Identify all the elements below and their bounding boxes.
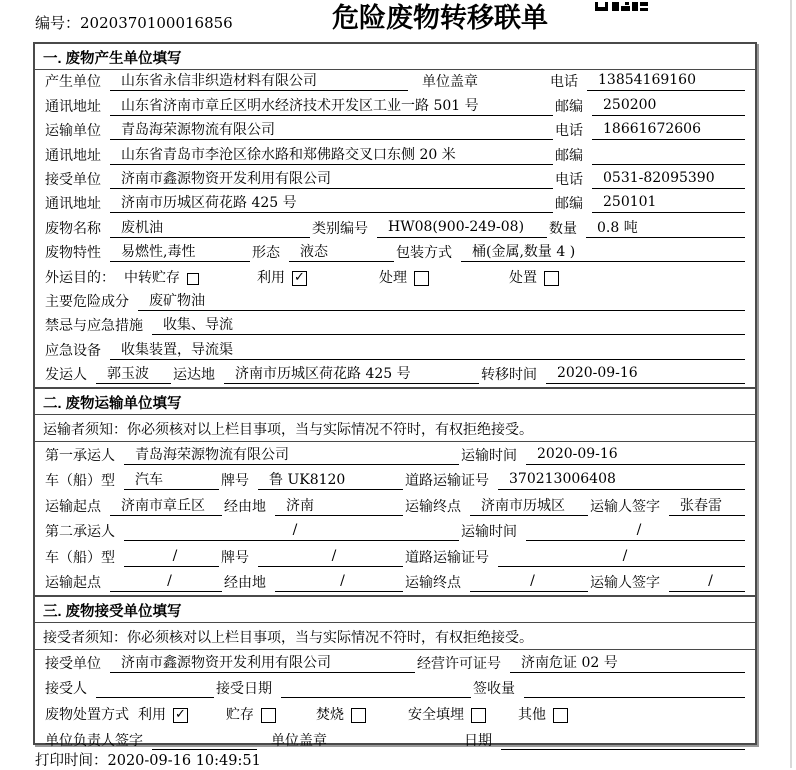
receiver-phone-label: 电话 — [555, 171, 583, 188]
serial-value: 2020370100016856 — [80, 14, 233, 32]
form-row — [35, 94, 755, 118]
road-permit-value[interactable]: 370213006408 — [498, 471, 745, 490]
transport-time-label: 运输时间 — [461, 447, 517, 464]
carrier-signature-value[interactable]: 张春雷 — [669, 495, 745, 516]
emergency-equipment-label: 应急设备 — [45, 342, 101, 359]
form-row — [35, 265, 755, 289]
license-number-label: 经营许可证号 — [417, 655, 501, 672]
form-state-label: 形态 — [252, 245, 280, 262]
transport-end-label: 运输终点 — [405, 498, 461, 515]
transport-time2-label: 运输时间 — [461, 524, 517, 541]
producer-zip-value[interactable]: 250200 — [592, 97, 745, 116]
form-row — [35, 168, 755, 192]
transport-unit-value[interactable]: 青岛海荣源物流有限公司 — [110, 119, 553, 140]
plate-number-value[interactable]: 鲁 UK8120 — [258, 469, 403, 490]
quantity-value[interactable]: 0.8 吨 — [586, 217, 745, 238]
checkbox-disposal-other[interactable] — [518, 704, 568, 724]
checkbox-label: 利用 — [257, 269, 285, 286]
first-carrier-label: 第一承运人 — [45, 447, 115, 464]
form-row — [35, 570, 755, 596]
transport-address-value[interactable]: 山东省青岛市李沧区徐水路和郑佛路交叉口东侧 20 米 — [110, 144, 553, 165]
shipper-value[interactable]: 郭玉波 — [96, 363, 171, 384]
section-producer-rows — [35, 70, 755, 387]
unchecked-checkbox-icon[interactable] — [414, 271, 429, 286]
responsible-signature-value[interactable] — [152, 731, 257, 750]
plate-number-label: 牌号 — [221, 473, 249, 490]
checkbox-disposal-store[interactable] — [226, 704, 276, 724]
transport-address-label: 通讯地址 — [45, 147, 101, 164]
checkbox-label: 利用 — [138, 707, 166, 724]
category-code-label: 类别编号 — [312, 220, 368, 237]
checked-checkbox-icon[interactable]: ✓ — [292, 271, 307, 286]
transfer-time-value[interactable]: 2020-09-16 — [546, 365, 745, 384]
receiver-phone-value[interactable]: 0531-82095390 — [592, 170, 745, 189]
date-value[interactable] — [501, 731, 745, 750]
form-row — [35, 119, 755, 143]
waste-name-label: 废物名称 — [45, 220, 101, 237]
form-row — [35, 70, 755, 94]
signed-quantity-value[interactable] — [524, 679, 745, 698]
print-time-label: 打印时间： — [35, 753, 108, 769]
transport-phone-label: 电话 — [555, 123, 583, 140]
road-permit2-label: 道路运输证号 — [405, 549, 489, 566]
form-row — [35, 241, 755, 265]
checkbox-label: 处理 — [379, 269, 407, 286]
form-row — [35, 442, 755, 468]
destination-value[interactable]: 济南市历城区荷花路 425 号 — [224, 363, 479, 384]
via2-value[interactable]: / — [275, 573, 403, 592]
checkbox-disposal-incinerate[interactable] — [316, 704, 366, 724]
print-time — [35, 749, 261, 770]
transport-end2-label: 运输终点 — [405, 575, 461, 592]
section-transport-note: 运输者须知：你必须核对以上栏目事项，当与实际情况不符时，有权拒绝接受。 — [35, 415, 755, 442]
unchecked-checkbox-icon[interactable] — [187, 273, 199, 285]
section-receiver-rows — [35, 650, 755, 753]
carrier-signature2-value[interactable]: / — [669, 573, 745, 592]
checkbox-label: 安全填埋 — [408, 707, 464, 724]
emergency-measures-label: 禁忌与应急措施 — [45, 318, 143, 335]
transport-zip-label: 邮编 — [555, 147, 583, 164]
disposal-method-label: 废物处置方式 — [45, 707, 129, 724]
vehicle-type-label: 车（船）型 — [45, 473, 115, 490]
first-carrier-value[interactable]: 青岛海荣源物流有限公司 — [124, 444, 459, 465]
transfer-form-table — [33, 42, 757, 749]
transport-zip-value[interactable] — [592, 146, 745, 165]
form-state-value[interactable]: 液态 — [289, 241, 394, 262]
unchecked-checkbox-icon[interactable] — [553, 708, 568, 723]
qr-code-fragment-icon — [595, 0, 648, 10]
form-row — [35, 216, 755, 240]
producer-unit-label: 产生单位 — [45, 74, 101, 91]
destination-label: 运达地 — [173, 367, 215, 384]
form-row — [35, 468, 755, 494]
waste-character-value[interactable]: 易燃性,毒性 — [110, 241, 250, 262]
accept-date-value[interactable] — [281, 679, 471, 698]
carrier-signature2-label: 运输人签字 — [590, 575, 660, 592]
form-row — [35, 338, 755, 362]
checkbox-dispose[interactable] — [509, 267, 559, 287]
hazard-component-label: 主要危险成分 — [45, 293, 129, 310]
checkbox-utilize[interactable] — [257, 267, 307, 287]
transport-time-value[interactable]: 2020-09-16 — [526, 446, 745, 465]
form-row — [35, 290, 755, 314]
checkbox-label: 贮存 — [226, 707, 254, 724]
road-permit-label: 道路运输证号 — [405, 473, 489, 490]
transport-time2-value[interactable]: / — [526, 522, 745, 541]
unit-seal-label: 单位盖章 — [422, 74, 478, 91]
producer-unit-value[interactable]: 山东省永信非织造材料有限公司 — [110, 70, 408, 91]
date-label: 日期 — [464, 732, 492, 749]
checkbox-disposal-utilize[interactable] — [138, 704, 188, 724]
page-title: 危险废物转移联单 — [332, 3, 548, 33]
via-label: 经由地 — [224, 498, 266, 515]
accept-person-label: 接受人 — [45, 681, 87, 698]
checkbox-label: 焚烧 — [316, 707, 344, 724]
unchecked-checkbox-icon[interactable] — [261, 708, 276, 723]
checked-checkbox-icon[interactable]: ✓ — [173, 708, 188, 723]
vehicle-type2-value[interactable]: / — [124, 548, 219, 567]
page-right-edge — [790, 0, 792, 768]
checkbox-label: 处置 — [509, 269, 537, 286]
print-time-value: 2020-09-16 10:49:51 — [107, 753, 261, 769]
road-permit2-value[interactable]: / — [498, 548, 745, 567]
form-row — [35, 314, 755, 338]
receiver-unit-label: 接受单位 — [45, 171, 101, 188]
emergency-equipment-value[interactable]: 收集装置，导流渠 — [110, 339, 745, 360]
checkbox-transfer-storage[interactable] — [124, 267, 199, 287]
section-receiver-note: 接受者须知：你必须核对以上栏目事项，当与实际情况不符时，有权拒绝接受。 — [35, 623, 755, 650]
form-row — [35, 192, 755, 216]
transport-end-value[interactable]: 济南市历城区 — [470, 495, 588, 516]
shipper-label: 发运人 — [45, 367, 87, 384]
form-row — [35, 701, 755, 727]
unit-seal2-label: 单位盖章 — [271, 732, 327, 749]
section-transport-rows — [35, 442, 755, 595]
section-transport — [35, 387, 755, 595]
packing-value[interactable]: 桶(金属,数量 4 ) — [461, 241, 745, 262]
transport-origin-value[interactable]: 济南市章丘区 — [110, 495, 222, 516]
checkbox-label: 中转贮存 — [124, 269, 180, 286]
producer-phone-value[interactable]: 13854169160 — [587, 72, 745, 91]
form-row — [35, 493, 755, 519]
form-row — [35, 544, 755, 570]
receiver-address-value[interactable]: 济南市历城区荷花路 425 号 — [110, 192, 553, 213]
license-number-value[interactable]: 济南危证 02 号 — [510, 652, 745, 673]
producer-address-label: 通讯地址 — [45, 98, 101, 115]
section-producer-title: 一. 废物产生单位填写 — [35, 44, 755, 70]
vehicle-type-value[interactable]: 汽车 — [124, 469, 219, 490]
accept-date-label: 接受日期 — [216, 681, 272, 698]
waste-name-value[interactable]: 废机油 — [110, 217, 310, 238]
plate-number2-label: 牌号 — [221, 549, 249, 566]
outbound-purpose-label: 外运目的： — [45, 269, 115, 286]
responsible-signature-label: 单位负责人签字 — [45, 732, 143, 749]
signed-quantity-label: 签收量 — [473, 681, 515, 698]
form-row — [35, 519, 755, 545]
producer-phone-label: 电话 — [550, 74, 578, 91]
receiver-unit-value[interactable]: 济南市鑫源物资开发利用有限公司 — [110, 168, 553, 189]
form-row — [35, 650, 755, 676]
section-receiver-title: 三. 废物接受单位填写 — [35, 597, 755, 623]
transport-origin2-label: 运输起点 — [45, 575, 101, 592]
transport-origin2-value[interactable]: / — [110, 573, 222, 592]
vehicle-type2-label: 车（船）型 — [45, 549, 115, 566]
receiver-zip-label: 邮编 — [555, 196, 583, 213]
carrier-signature-label: 运输人签字 — [590, 498, 660, 515]
category-code-value[interactable]: HW08(900-249-08) — [377, 219, 547, 238]
checkbox-disposal-secure-landfill[interactable] — [408, 704, 486, 724]
packing-label: 包装方式 — [396, 245, 452, 262]
quantity-label: 数量 — [549, 220, 577, 237]
waste-character-label: 废物特性 — [45, 245, 101, 262]
via2-label: 经由地 — [224, 575, 266, 592]
form-row — [35, 363, 755, 387]
serial-label: 编号： — [35, 14, 81, 32]
accept-unit-value[interactable]: 济南市鑫源物资开发利用有限公司 — [110, 652, 415, 673]
section-producer — [35, 44, 755, 387]
transport-phone-value[interactable]: 18661672606 — [592, 121, 745, 140]
transfer-time-label: 转移时间 — [481, 367, 537, 384]
emergency-measures-value[interactable]: 收集、导流 — [152, 314, 745, 335]
accept-person-value[interactable] — [96, 679, 214, 698]
checkbox-treat[interactable] — [379, 267, 429, 287]
transport-end2-value[interactable]: / — [470, 573, 588, 592]
section-transport-title: 二. 废物运输单位填写 — [35, 389, 755, 415]
serial-number — [35, 12, 233, 33]
via-value[interactable]: 济南 — [275, 495, 403, 516]
form-row — [35, 143, 755, 167]
second-carrier-label: 第二承运人 — [45, 524, 115, 541]
second-carrier-value[interactable]: / — [124, 522, 459, 541]
transport-unit-label: 运输单位 — [45, 123, 101, 140]
hazard-component-value[interactable]: 废矿物油 — [138, 290, 745, 311]
unchecked-checkbox-icon[interactable] — [471, 708, 486, 723]
transport-origin-label: 运输起点 — [45, 498, 101, 515]
plate-number2-value[interactable]: / — [258, 548, 403, 567]
checkbox-label: 其他 — [518, 707, 546, 724]
accept-unit-label: 接受单位 — [45, 655, 101, 672]
producer-address-value[interactable]: 山东省济南市章丘区明水经济技术开发区工业一路 501 号 — [110, 95, 553, 116]
unchecked-checkbox-icon[interactable] — [544, 271, 559, 286]
section-receiver — [35, 595, 755, 753]
unchecked-checkbox-icon[interactable] — [351, 708, 366, 723]
receiver-zip-value[interactable]: 250101 — [592, 194, 745, 213]
receiver-address-label: 通讯地址 — [45, 196, 101, 213]
producer-zip-label: 邮编 — [555, 98, 583, 115]
form-row — [35, 676, 755, 702]
